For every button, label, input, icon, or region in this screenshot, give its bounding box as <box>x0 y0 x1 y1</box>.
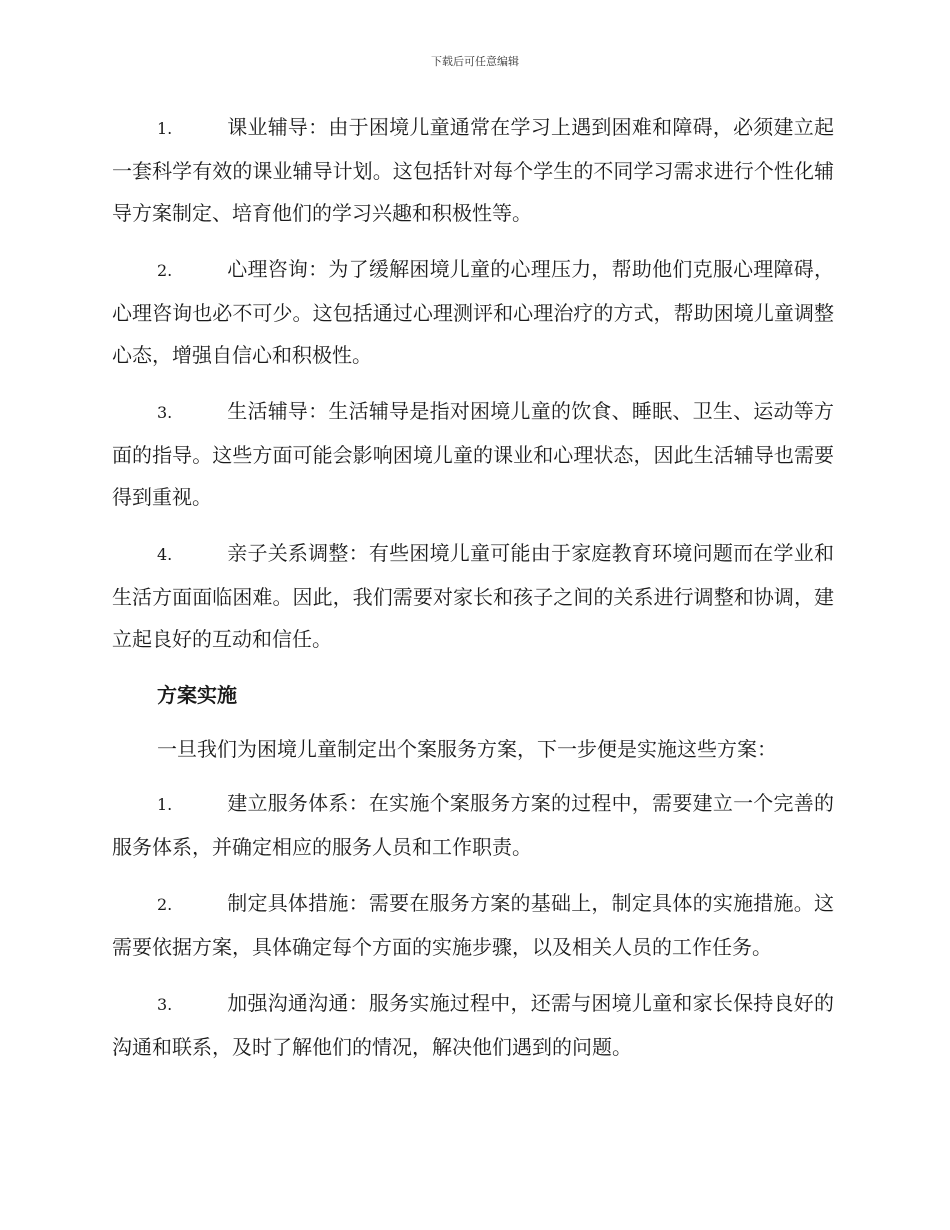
list-item-number: 3. <box>157 403 173 422</box>
section-heading: 方案实施 <box>157 683 237 707</box>
list-item-text: 亲子关系调整：有些困境儿童可能由于家庭教育环境问题而在学业和生活方面面临困难。因此，我们需要对家长和孩子之间的关系进行调整和协调，建立起良好的互动和信任。 <box>112 541 834 651</box>
page-header: 下载后可任意编辑 <box>431 55 519 68</box>
list-item-number: 3. <box>157 995 173 1014</box>
list-item-text: 心理咨询：为了缓解困境儿童的心理压力，帮助他们克服心理障碍，心理咨询也必不可少。这包括通过心理测评和心理治疗的方式，帮助困境儿童调整心态，增强自信心和积极性。 <box>112 257 834 367</box>
list-item <box>112 882 834 968</box>
list-item-text: 课业辅导：由于困境儿童通常在学习上遇到困难和障碍，必须建立起一套科学有效的课业辅导计划。这包括针对每个学生的不同学习需求进行个性化辅导方案制定、培育他们的学习兴趣和积极性等。 <box>112 115 834 225</box>
list-item <box>112 532 834 660</box>
list-item <box>112 106 834 234</box>
list-item-number: 1. <box>157 119 173 138</box>
section-intro: 一旦我们为困境儿童制定出个案服务方案，下一步便是实施这些方案： <box>157 737 777 761</box>
list-item <box>112 248 834 376</box>
list-item-text: 加强沟通沟通：服务实施过程中，还需与困境儿童和家长保持良好的沟通和联系，及时了解他们的情况，解决他们遇到的问题。 <box>112 991 834 1059</box>
document-body <box>112 106 834 1082</box>
list-item-text: 建立服务体系：在实施个案服务方案的过程中，需要建立一个完善的服务体系，并确定相应的服务人员和工作职责。 <box>112 791 834 859</box>
list-item-number: 4. <box>157 545 173 564</box>
list-item <box>112 782 834 868</box>
list-item-number: 2. <box>157 261 173 280</box>
list-item <box>112 982 834 1068</box>
list-item <box>112 390 834 518</box>
list-item-number: 1. <box>157 795 173 814</box>
list-item-text: 制定具体措施：需要在服务方案的基础上，制定具体的实施措施。这需要依据方案，具体确定每个方面的实施步骤，以及相关人员的工作任务。 <box>112 891 834 959</box>
list-item-number: 2. <box>157 895 173 914</box>
list-item-text: 生活辅导：生活辅导是指对困境儿童的饮食、睡眠、卫生、运动等方面的指导。这些方面可能会影响困境儿童的课业和心理状态，因此生活辅导也需要得到重视。 <box>112 399 834 509</box>
